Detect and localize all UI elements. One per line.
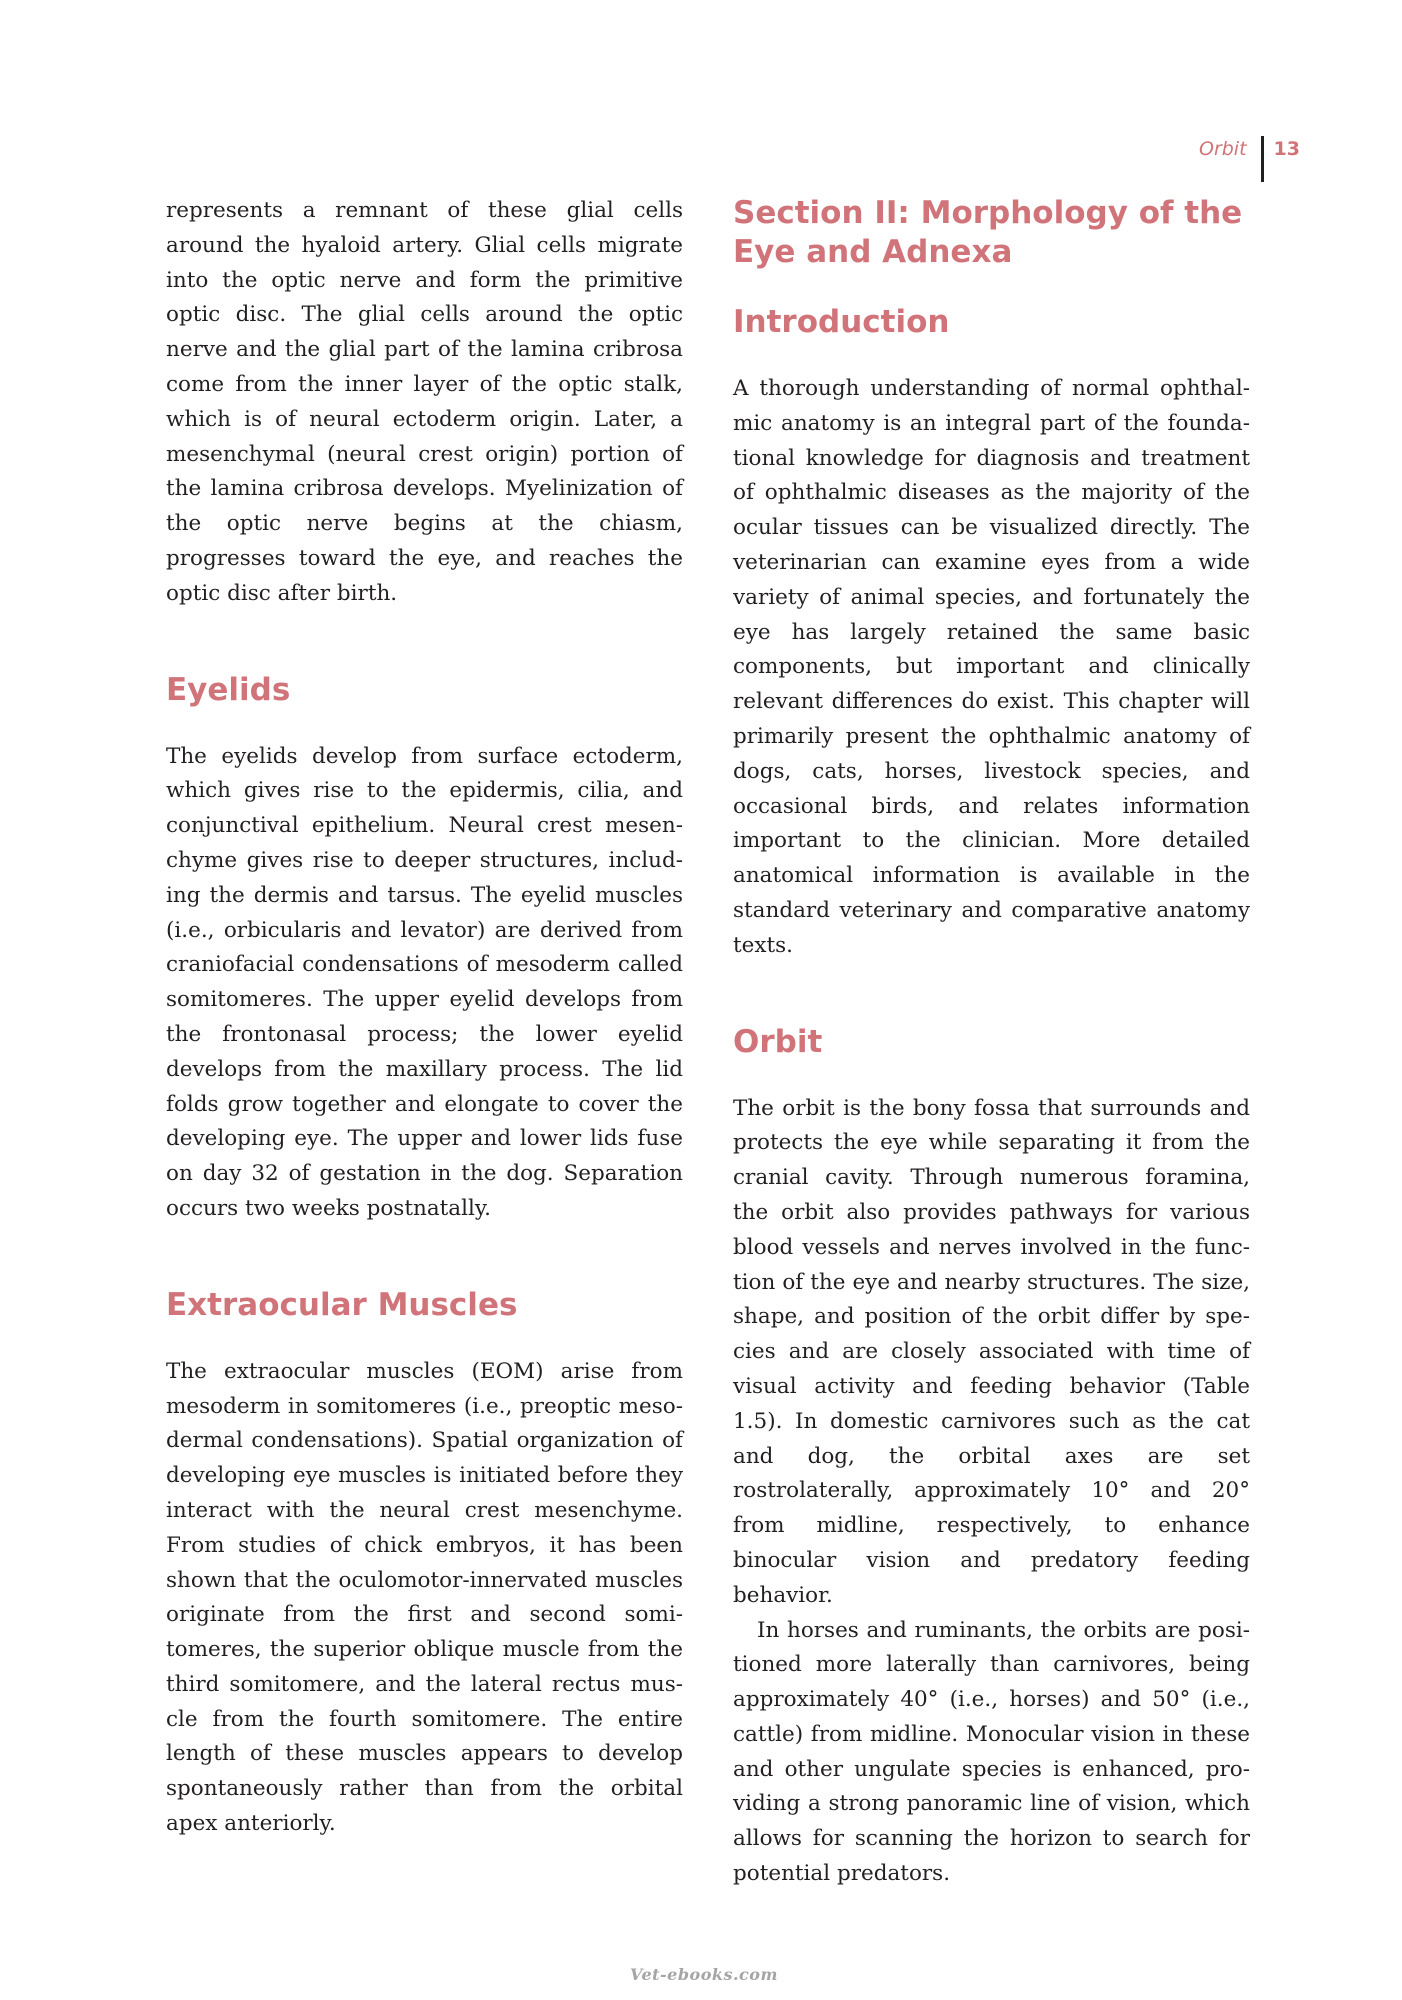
paragraph-eyelids: The eyelids develop from surface ectoderm, which gives rise to the epidermis, cilia, and conjunctival epithelium. Neural crest mesenchyme gives rise to deeper structures, including the dermis and tarsus. The eyelid muscles (i.e., orbicularis and levator) are derived from craniofacial condensations of mesoderm called somitomeres. The upper eyelid develops from the frontonasal process; the lower eyelid develops from the maxillary process. The lid folds grow together and elongate to cover the developing eye. The upper and lower lids fuse on day 32 of gestation in the dog. Separation occurs two weeks postnatally.	[166, 743, 683, 1221]
heading-introduction: Introduction	[733, 304, 950, 340]
heading-orbit: Orbit	[733, 1023, 823, 1060]
section-title: Section II: Morphology of the Eye and Adnexa	[733, 195, 1243, 270]
running-title: Orbit	[1198, 138, 1247, 160]
watermark: Vet-ebooks.com	[630, 1965, 778, 1984]
paragraph-introduction: A thorough understanding of normal ophthalmic anatomy is an integral part of the foundational knowledge for diagnosis and treatment of ophthalmic diseases as the majority of the ocular tissues can be visualized directly. The veterinarian can examine eyes from a wide variety of animal species, and fortunately the eye has largely retained the same basic components, but important and clinically relevant differences do exist. This chapter will primarily present the ophthalmic anatomy of dogs, cats, horses, livestock species, and occasional birds, and relates information important to the clinician. More detailed anatomical information is available in the standard veterinary and comparative anatomy texts.	[733, 376, 1250, 958]
paragraph-extraocular-muscles: The extraocular muscles (EOM) arise from mesoderm in somitomeres (i.e., preoptic mesodermal condensations). Spatial organization of developing eye muscles is initiated before they interact with the neural crest mesenchyme. From studies of chick embryos, it has been shown that the oculomotor-innervated muscles originate from the first and second somitomeres, the superior oblique muscle from the third somitomere, and the lateral rectus muscle from the fourth somitomere. The entire length of these muscles appears to develop spontaneously rather than from the orbital apex anteriorly.	[166, 1358, 683, 1837]
paragraph-optic-nerve: represents a remnant of these glial cells around the hyaloid artery. Glial cells migrate into the optic nerve and form the primitive optic disc. The glial cells around the optic nerve and the glial part of the lamina cribrosa come from the inner layer of the optic stalk, which is of neural ectoderm origin. Later, a mesenchymal (neural crest origin) portion of the lamina cribrosa develops. Myelinization of the optic nerve begins at the chiasm, progresses toward the eye, and reaches the optic disc after birth.	[166, 198, 683, 606]
paragraph-orbit-2: In horses and ruminants, the orbits are positioned more laterally than carnivores, being approximately 40° (i.e., horses) and 50° (i.e., cattle) from midline. Monocular vision in these and other ungulate species is enhanced, providing a strong panoramic line of vision, which allows for scanning the horizon to search for potential predators.	[733, 1617, 1250, 1887]
right-column	[733, 194, 1250, 1892]
heading-eyelids: Eyelids	[166, 671, 291, 708]
paragraph-orbit-1: The orbit is the bony fossa that surrounds and protects the eye while separating it from the cranial cavity. Through numerous foramina, the orbit also provides pathways for various blood vessels and nerves involved in the function of the eye and nearby structures. The size, shape, and position of the orbit differ by species and are closely associated with time of visual activity and feeding behavior (Table 1.5). In domestic carnivores such as the cat and dog, the orbital axes are set rostrolaterally, approximately 10° and 20° from midline, respectively, to enhance binocular vision and predatory feeding behavior.	[733, 1095, 1250, 1608]
running-header	[1199, 136, 1300, 182]
heading-extraocular-muscles: Extraocular Muscles	[166, 1286, 518, 1323]
page-number: 13	[1273, 138, 1300, 160]
left-column	[166, 194, 683, 1842]
